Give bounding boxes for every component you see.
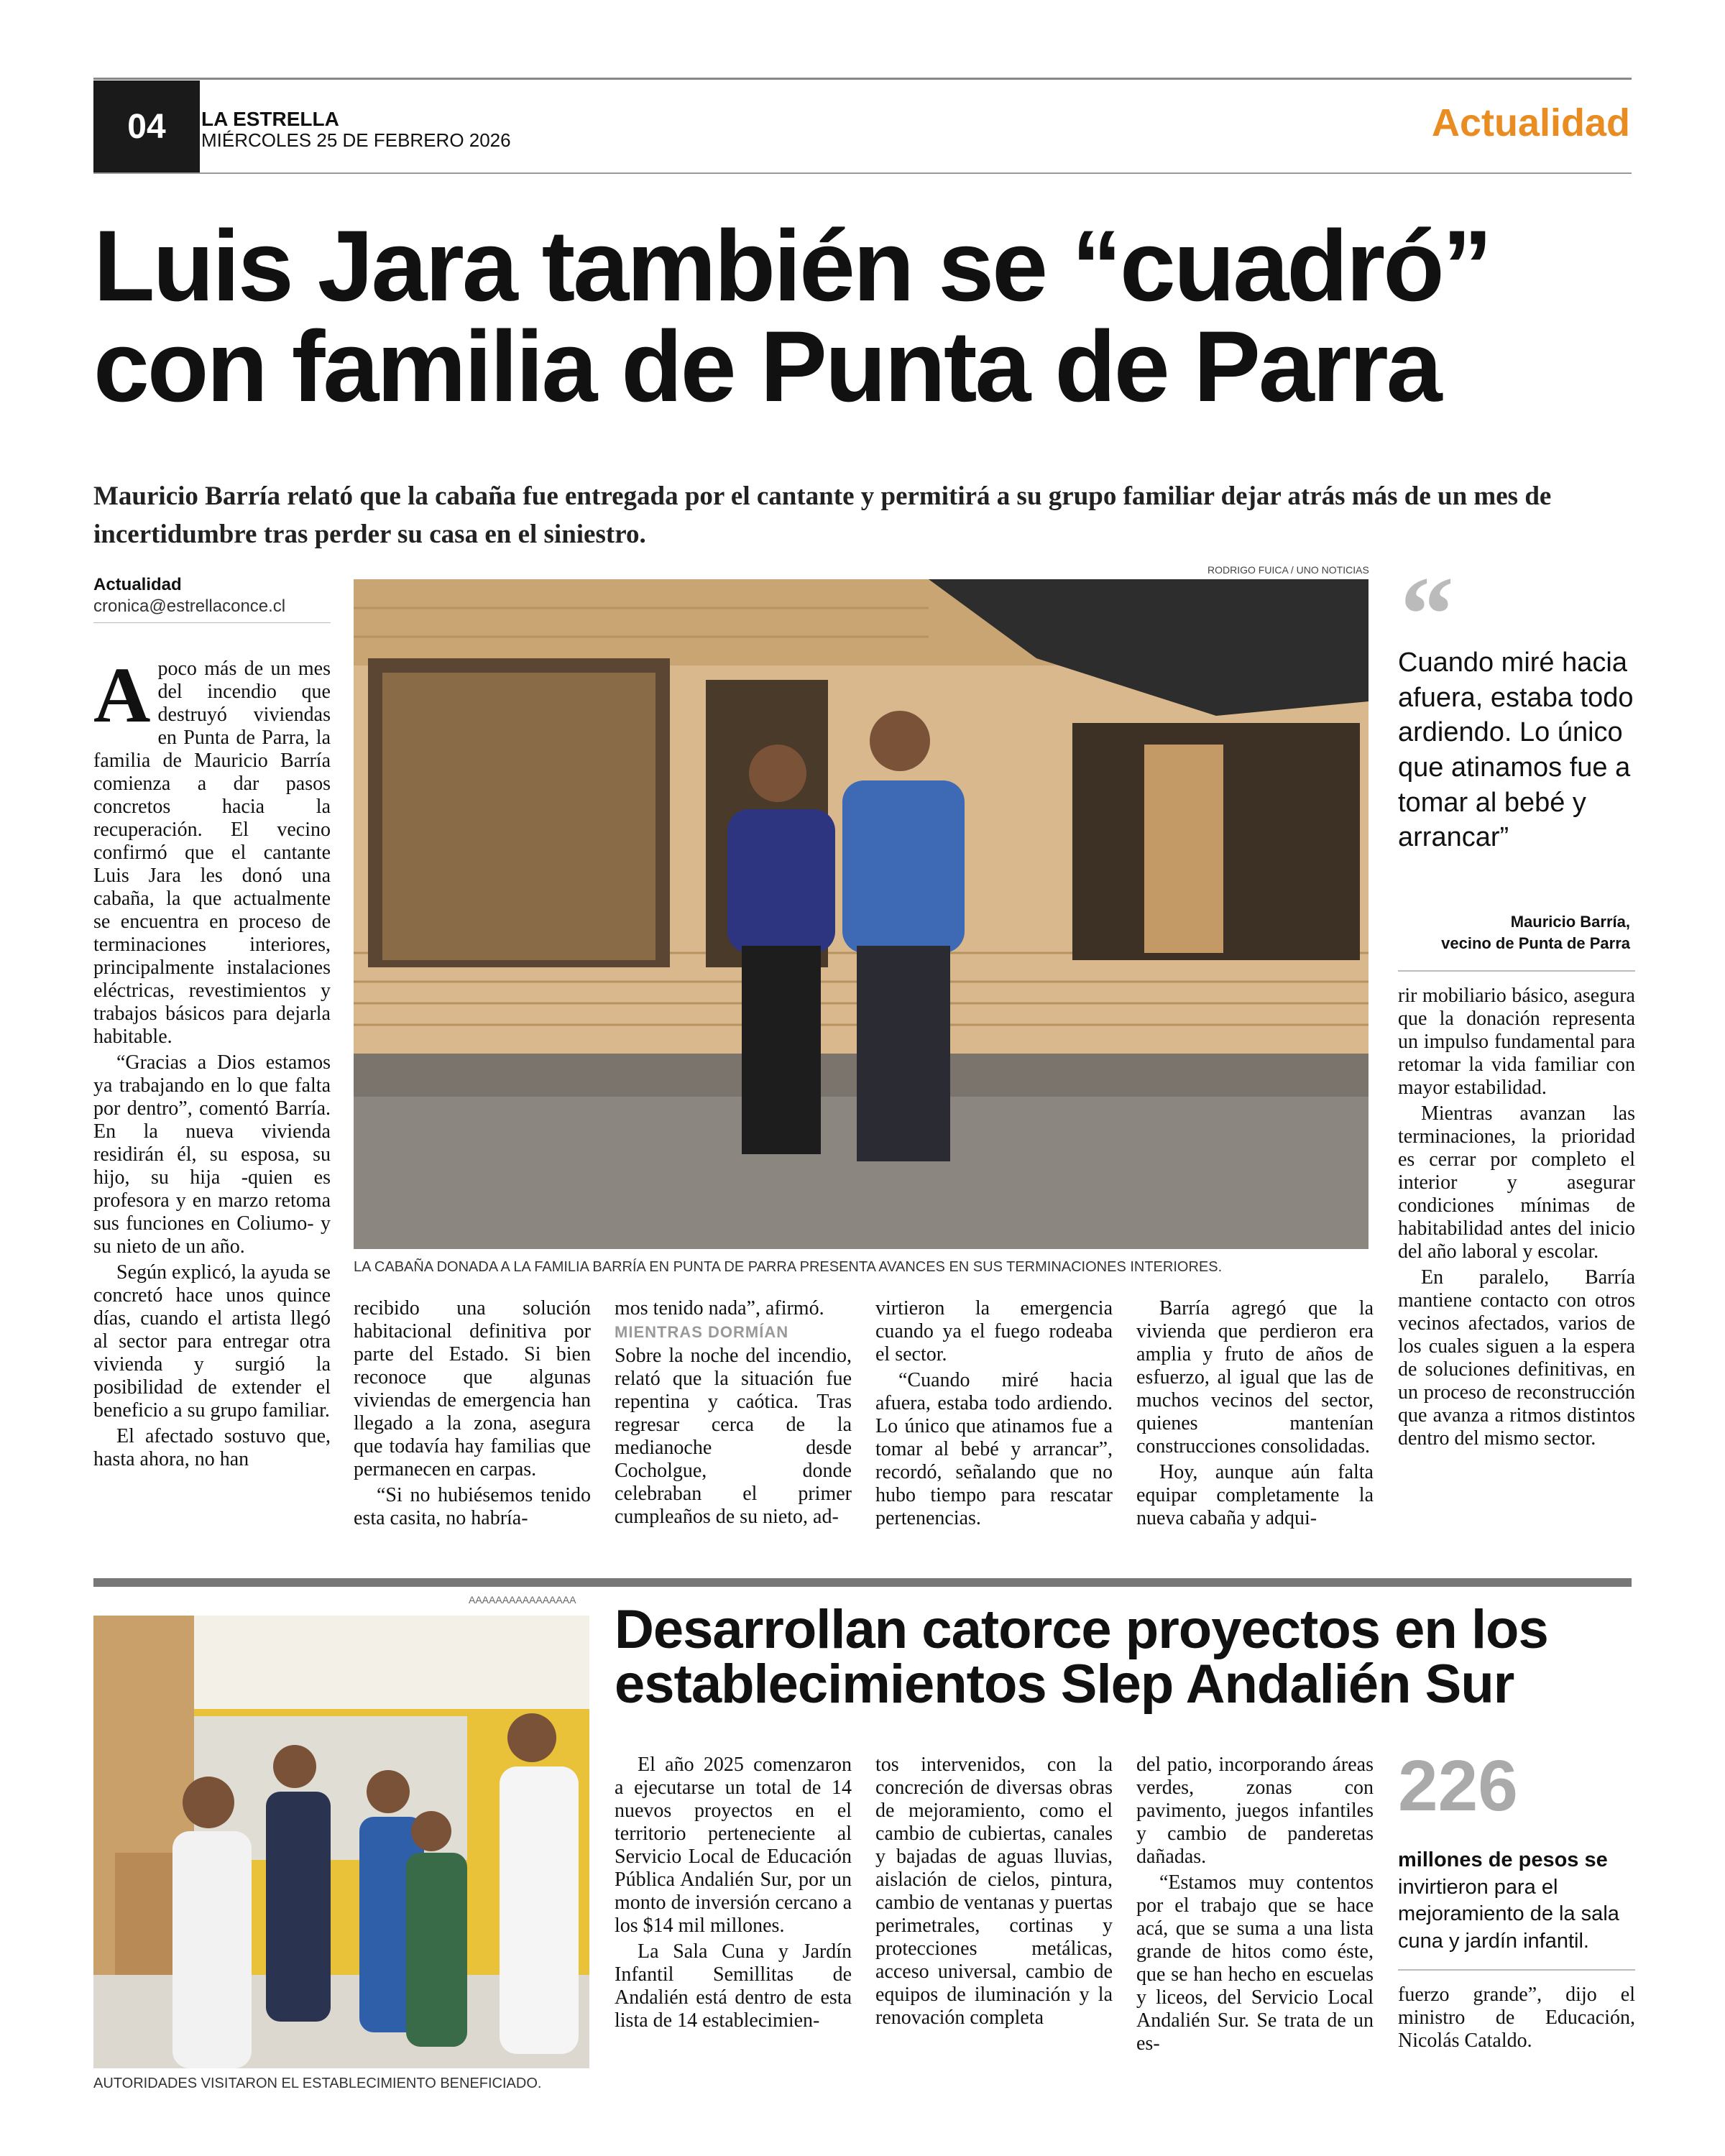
byline-section: Actualidad [93, 575, 182, 594]
paragraph: “Estamos muy contentos por el trabajo que se hace acá, que se suma a una lista grande de hitos como éste, que se han hecho en escuelas y liceos, del Servicio Local Andalién Sur. Se trata de un es- [1136, 1871, 1374, 2055]
paragraph: poco más de un mes del incendio que destruyó viviendas en Punta de Parra, la familia de Mauricio Barría comienza a dar pasos concretos hacia la recuperación. El vecino confirmó que el cantante Luis Jara les donó una cabaña, la que actualmente se encuentra en proceso de terminaciones interiores, principalmente instalaciones eléctricas, revestimientos y trabajos básicos para dejarla habitable. [93, 658, 331, 1048]
paragraph: fuerzo grande”, dijo el ministro de Educación, Nicolás Cataldo. [1398, 1984, 1635, 2052]
article1-column-6 [1398, 985, 1635, 1453]
article2-column-1 [615, 1754, 852, 2035]
headline: Desarrollan catorce proyectos en los establecimientos Slep Andalién Sur [615, 1599, 1548, 1715]
paragraph: mos tenido nada”, afirmó. [615, 1297, 824, 1319]
article1-column-3 [615, 1297, 852, 1531]
paragraph: “Si no hubiésemos tenido esta casita, no habría- [354, 1484, 591, 1529]
stat-lead: millones de pesos se [1398, 1848, 1608, 1871]
photo-credit: RODRIGO FUICA / UNO NOTICIAS [1208, 564, 1369, 576]
article2-column-2 [875, 1754, 1113, 2032]
quote-rule [1398, 970, 1635, 972]
pull-quote: Cuando miré hacia afuera, estaba todo ardiendo. Lo único que atinamos fue a tomar al bebé y arrancar” [1398, 648, 1634, 853]
cabin-illustration [354, 579, 1368, 1249]
paragraph: rir mobiliario básico, asegura que la donación representa un impulso fundamental para retomar la vida familiar con mayor estabilidad. [1398, 985, 1635, 1099]
paragraph: “Cuando miré hacia afuera, estaba todo ardiendo. Lo único que atinamos fue a tomar al bebé y arrancar”, recordó, señalando que no hubo tiempo para rescatar pertenencias. [875, 1369, 1113, 1529]
paragraph: del patio, incorporando áreas verdes, zonas con pavimento, juegos infantiles y cambio de panderetas dañadas. [1136, 1754, 1374, 1868]
page-number: 04 [93, 80, 200, 172]
paragraph: El afectado sostuvo que, hasta ahora, no han [93, 1425, 331, 1470]
article1-column-5 [1136, 1297, 1374, 1533]
article1-column-1 [93, 651, 331, 1474]
article1-column-2 [354, 1297, 591, 1533]
paper-name: LA ESTRELLA [201, 108, 339, 130]
subheading: MIENTRAS DORMÍAN [615, 1323, 789, 1341]
quote-author-role: vecino de Punta de Parra [1441, 934, 1630, 952]
quote-mark: “ [1400, 555, 1454, 674]
header-rule [93, 172, 1632, 174]
paragraph: En paralelo, Barría mantiene contacto con otros vecinos afectados, varios de los cuales siguen a la espera de soluciones definitivas, en un proceso de reconstrucción que avanza a ritmos distintos dentro del mismo sector. [1398, 1266, 1635, 1450]
paragraph: La Sala Cuna y Jardín Infantil Semillitas de Andalién está dentro de esta lista de 14 establecimien- [615, 1940, 852, 2032]
paper-date: MIÉRCOLES 25 DE FEBRERO 2026 [201, 129, 511, 151]
paragraph: Según explicó, la ayuda se concretó hace unos quince días, cuando el artista llegó al sector para entregar otra vivienda y surgió la posibilidad de extender el beneficio a su grupo familiar. [93, 1261, 331, 1422]
paragraph: recibido una solución habitacional definitiva por parte del Estado. Si bien reconoce que algunas viviendas de emergencia han llegado a la zona, asegura que todavía hay familias que permanecen en carpas. [354, 1297, 591, 1480]
stat-description [1398, 1847, 1635, 1955]
stat-rest: invirtieron para el mejoramiento de la sala cuna y jardín infantil. [1398, 1875, 1619, 1953]
byline-email: cronica@estrellaconce.cl [93, 596, 286, 616]
paragraph: El año 2025 comenzaron a ejecutarse un total de 14 nuevos proyectos en el territorio perteneciente al Servicio Local de Educación Pública Andalién Sur, por un monto de inversión cercano a los $14 mil millones. [615, 1754, 852, 1937]
deck: Mauricio Barría relató que la cabaña fue entregada por el cantante y permitirá a su grupo familiar dejar atrás más de un mes de incertidumbre tras perder su casa en el siniestro. [93, 482, 1552, 549]
school-visit-illustration [93, 1616, 589, 2068]
stat-number: 226 [1398, 1746, 1518, 1826]
top-rule [93, 78, 1632, 80]
article1-column-4 [875, 1297, 1113, 1533]
dropcap: A [93, 651, 151, 739]
article-separator [93, 1578, 1632, 1587]
quote-author [1441, 911, 1630, 954]
paragraph: Mientras avanzan las terminaciones, la prioridad es cerrar por completo el interior y asegurar condiciones mínimas de habitabilidad antes del inicio del año laboral y escolar. [1398, 1102, 1635, 1263]
article2-column-3 [1136, 1754, 1374, 2058]
paragraph: Hoy, aunque aún falta equipar completamente la nueva cabaña y adqui- [1136, 1461, 1374, 1529]
paragraph: Sobre la noche del incendio, relató que la situación fue repentina y caótica. Tras regresar cerca de la medianoche desde Cocholgue, donde celebraban el primer cumpleaños de su nieto, ad- [615, 1345, 852, 1528]
paragraph: Barría agregó que la vivienda que perdieron era amplia y fruto de años de esfuerzo, al igual que las de muchos vecinos del sector, quienes mantenían construcciones consolidadas. [1136, 1297, 1374, 1457]
article2-column-4 [1398, 1984, 1635, 2055]
photo-caption: AUTORIDADES VISITARON EL ESTABLECIMIENTO BENEFICIADO. [93, 2076, 542, 2091]
paragraph: tos intervenidos, con la concreción de diversas obras de mejoramiento, como el cambio de cubiertas, canales y bajadas de aguas lluvias, aislación de cielos, pintura, cambio de ventanas y puertas perimetrales, cortinas y protecciones metálicas, acceso universal, cambio de equipos de iluminación y la renovación completa [875, 1754, 1113, 2029]
photo-caption: LA CABAÑA DONADA A LA FAMILIA BARRÍA EN PUNTA DE PARRA PRESENTA AVANCES EN SUS TERMINACIONES INTERIORES. [354, 1259, 1223, 1275]
school-visit-photo [93, 1616, 589, 2068]
photo-credit: AAAAAAAAAAAAAAAA [469, 1594, 576, 1606]
paragraph: “Gracias a Dios estamos ya trabajando en lo que falta por dentro”, comentó Barría. En la nueva vivienda residirán él, su esposa, su hijo, su hija -quien es profesora y en marzo retoma sus funciones en Coliumo- y su nieto de un año. [93, 1051, 331, 1258]
byline-rule [93, 622, 331, 623]
headline: Luis Jara también se “cuadró” con familia de Punta de Parra [93, 209, 1491, 423]
cabin-photo [354, 579, 1368, 1249]
paragraph: virtieron la emergencia cuando ya el fuego rodeaba el sector. [875, 1297, 1113, 1365]
quote-author-name: Mauricio Barría, [1510, 913, 1630, 931]
stat-rule [1398, 1969, 1635, 1971]
section-label: Actualidad [1431, 101, 1630, 144]
